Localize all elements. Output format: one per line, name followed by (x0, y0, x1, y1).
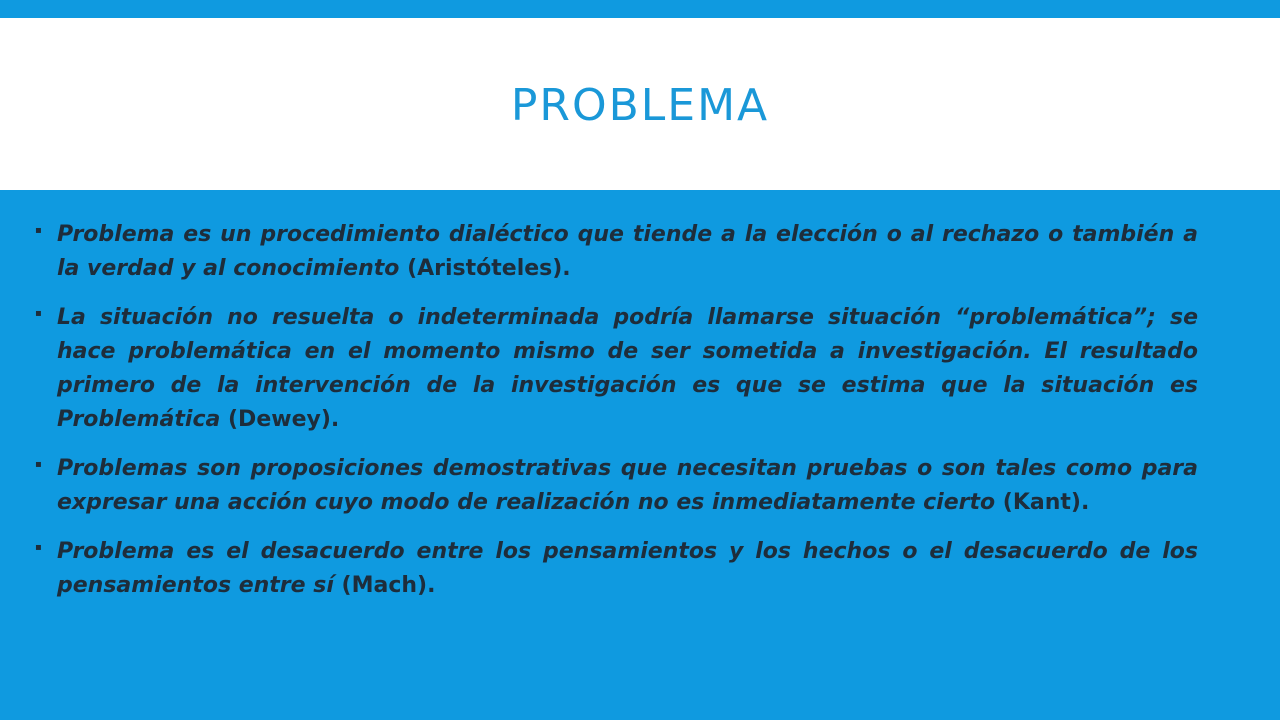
bullet-quote: Problema es el desacuerdo entre los pensamientos y los hechos o el desacuerdo de los pensamientos entre sí (57, 539, 1198, 598)
bullet-author: (Mach). (333, 573, 436, 598)
bullet-item-kant (35, 452, 1198, 520)
square-bullet-icon: ▪ (35, 542, 42, 553)
content-panel (0, 190, 1280, 720)
bullet-quote: Problemas son proposiciones demostrativas que necesitan pruebas o son tales como para expresar una acción cuyo modo de realización no es inmediatamente cierto (57, 456, 1198, 515)
bullet-item-dewey (35, 301, 1198, 437)
square-bullet-icon: ▪ (35, 225, 42, 236)
slide-title: PROBLEMA (510, 80, 770, 131)
bullet-author: (Aristóteles). (399, 256, 571, 281)
bullet-item-aristoteles (35, 218, 1198, 286)
square-bullet-icon: ▪ (35, 459, 42, 470)
square-bullet-icon: ▪ (35, 308, 42, 319)
bullet-author: (Kant). (995, 490, 1090, 515)
top-accent-stripe (0, 0, 1280, 18)
bullet-author: (Dewey). (220, 407, 340, 432)
bullet-quote: Problema es un procedimiento dialéctico que tiende a la elección o al rechazo o también a la verdad y al conocimiento (57, 222, 1198, 281)
bullet-list (35, 218, 1198, 618)
bullet-item-mach (35, 535, 1198, 603)
bullet-quote: La situación no resuelta o indeterminada podría llamarse situación “problemática”; se hace problemática en el momento mismo de ser sometida a investigación. El resultado primero de la intervención de la investigación es que se estima que la situación es Problemática (57, 305, 1198, 432)
